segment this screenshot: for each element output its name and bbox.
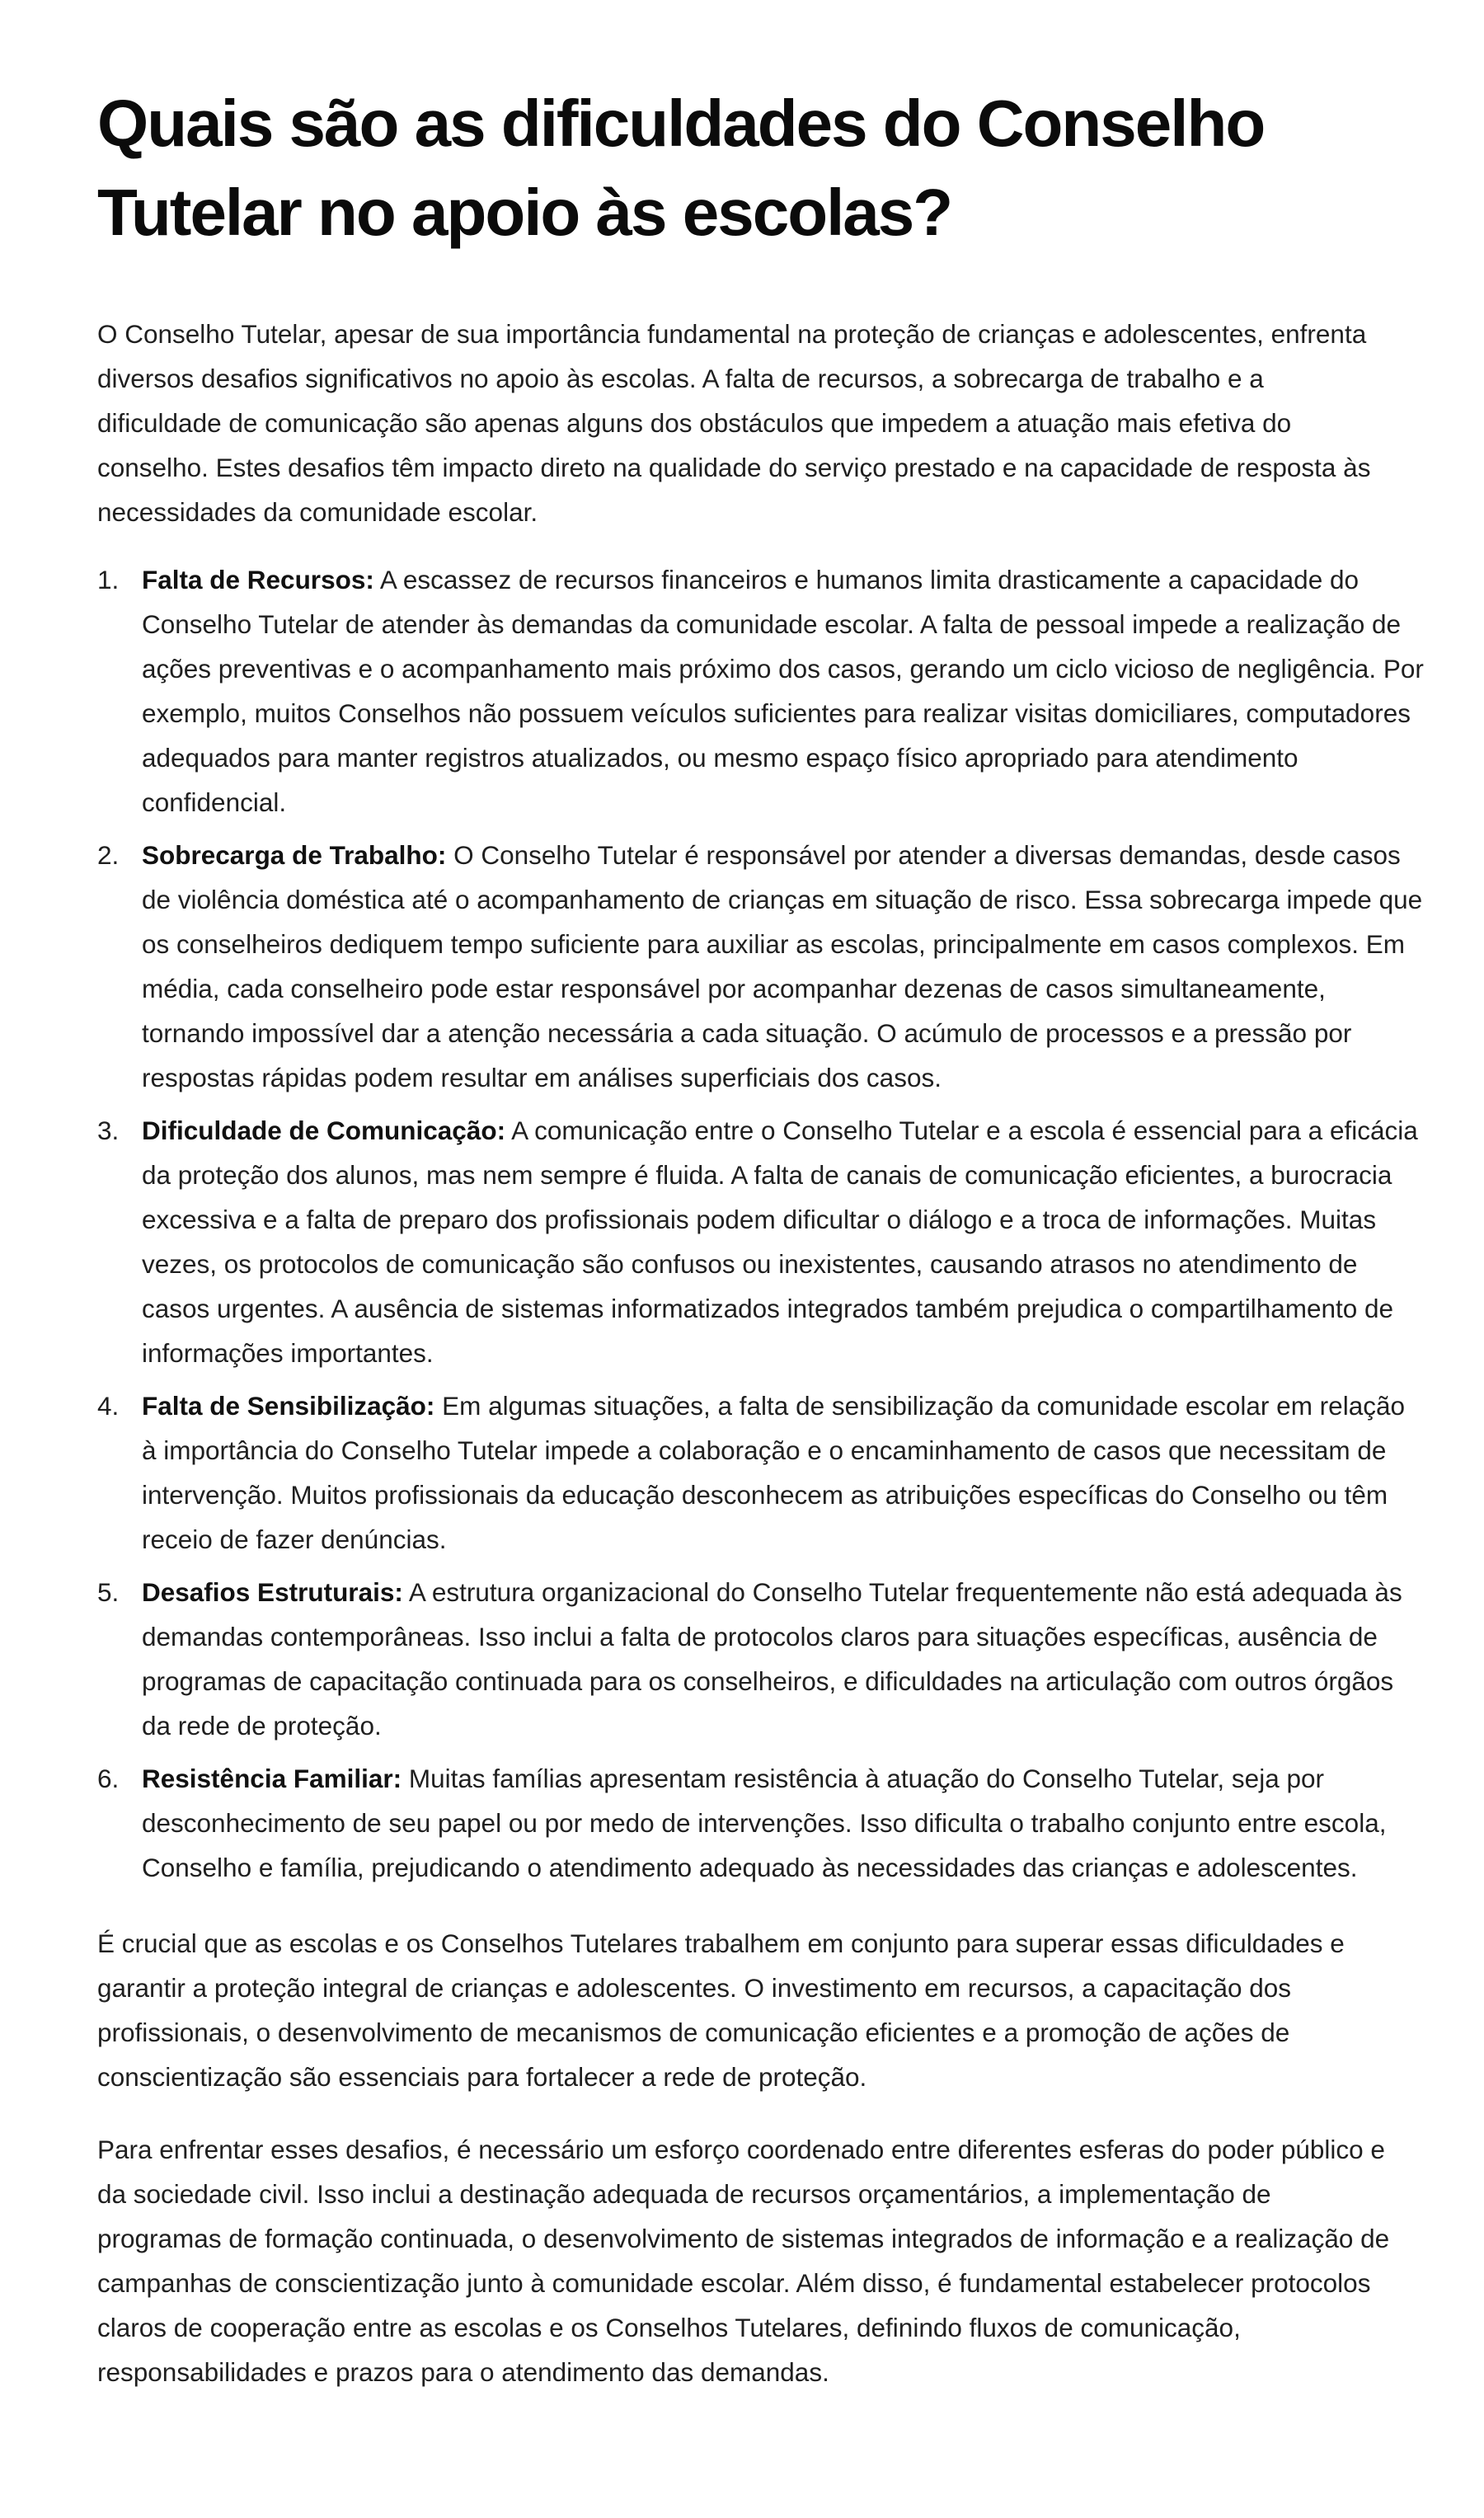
- list-item-text: A escassez de recursos financeiros e humanos limita drasticamente a capacidade do Conselho Tutelar de atender às demandas da comunidade escolar. A falta de pessoal impede a realização de ações preventivas e o acompanhamento mais próximo dos casos, gerando um ciclo vicioso de negligência. Por exemplo, muitos Conselhos não possuem veículos suficientes para realizar visitas domiciliares, computadores adequados para manter registros atualizados, ou mesmo espaço físico apropriado para atendimento confidencial.: [142, 565, 1424, 817]
- list-item-text: A comunicação entre o Conselho Tutelar e a escola é essencial para a eficácia da proteção dos alunos, mas nem sempre é fluida. A falta de canais de comunicação eficientes, a burocracia excessiva e a falta de preparo dos profissionais podem dificultar o diálogo e a troca de informações. Muitas vezes, os protocolos de comunicação são confusos ou inexistentes, causando atrasos no atendimento de casos urgentes. A ausência de sistemas informatizados integrados também prejudica o compartilhamento de informações importantes.: [142, 1116, 1418, 1368]
- page-title: Quais são as dificuldades do Conselho Tutelar no apoio às escolas?: [97, 87, 1265, 249]
- list-item: [97, 833, 1425, 1100]
- list-item-number: 5.: [97, 1577, 120, 1607]
- list-item-label: Desafios Estruturais:: [142, 1577, 403, 1607]
- conclusion-paragraph-1: É crucial que as escolas e os Conselhos Tutelares trabalhem em conjunto para superar essas dificuldades e garantir a proteção integral de crianças e adolescentes. O investimento em recursos, a capacitação dos profissionais, o desenvolvimento de mecanismos de comunicação eficientes e a promoção de ações de conscientização são essenciais para fortalecer a rede de proteção.: [97, 1928, 1345, 2092]
- list-item-label: Falta de Sensibilização:: [142, 1391, 435, 1421]
- list-item-label: Sobrecarga de Trabalho:: [142, 840, 447, 870]
- difficulties-list: [97, 557, 1425, 1890]
- list-item-number: 6.: [97, 1764, 120, 1793]
- list-item: [97, 1570, 1425, 1748]
- list-item-number: 2.: [97, 840, 120, 870]
- list-item-text: O Conselho Tutelar é responsável por atender a diversas demandas, desde casos de violência doméstica até o acompanhamento de crianças em situação de risco. Essa sobrecarga impede que os conselheiros dediquem tempo suficiente para auxiliar as escolas, principalmente em casos complexos. Em média, cada conselheiro pode estar responsável por acompanhar dezenas de casos simultaneamente, tornando impossível dar a atenção necessária a cada situação. O acúmulo de processos e a pressão por respostas rápidas podem resultar em análises superficiais dos casos.: [142, 840, 1423, 1092]
- list-item-label: Falta de Recursos:: [142, 565, 374, 594]
- intro-paragraph: O Conselho Tutelar, apesar de sua importância fundamental na proteção de crianças e adolescentes, enfrenta diversos desafios significativos no apoio às escolas. A falta de recursos, a sobrecarga de trabalho e a dificuldade de comunicação são apenas alguns dos obstáculos que impedem a atuação mais efetiva do conselho. Estes desafios têm impacto direto na qualidade do serviço prestado e na capacidade de resposta às necessidades da comunidade escolar.: [97, 319, 1371, 527]
- list-item-text: Em algumas situações, a falta de sensibilização da comunidade escolar em relação à importância do Conselho Tutelar impede a colaboração e o encaminhamento de casos que necessitam de intervenção. Muitos profissionais da educação desconhecem as atribuições específicas do Conselho ou têm receio de fazer denúncias.: [142, 1391, 1405, 1554]
- list-item: [97, 1383, 1425, 1562]
- list-item-number: 1.: [97, 565, 120, 594]
- list-item-label: Resistência Familiar:: [142, 1764, 402, 1793]
- list-item: [97, 1108, 1425, 1375]
- list-item-label: Dificuldade de Comunicação:: [142, 1116, 506, 1145]
- list-item: [97, 1756, 1425, 1890]
- conclusion-paragraph-2: Para enfrentar esses desafios, é necessário um esforço coordenado entre diferentes esferas do poder público e da sociedade civil. Isso inclui a destinação adequada de recursos orçamentários, a implementação de programas de formação continuada, o desenvolvimento de sistemas integrados de informação e a realização de campanhas de conscientização junto à comunidade escolar. Além disso, é fundamental estabelecer protocolos claros de cooperação entre as escolas e os Conselhos Tutelares, definindo fluxos de comunicação, responsabilidades e prazos para o atendimento das demandas.: [97, 2135, 1390, 2387]
- list-item: [97, 557, 1425, 824]
- list-item-text: A estrutura organizacional do Conselho Tutelar frequentemente não está adequada às demandas contemporâneas. Isso inclui a falta de protocolos claros para situações específicas, ausência de programas de capacitação continuada para os conselheiros, e dificuldades na articulação com outros órgãos da rede de proteção.: [142, 1577, 1402, 1741]
- list-item-number: 4.: [97, 1391, 120, 1421]
- list-item-number: 3.: [97, 1116, 120, 1145]
- list-item-text: Muitas famílias apresentam resistência à atuação do Conselho Tutelar, seja por desconhecimento de seu papel ou por medo de intervenções. Isso dificulta o trabalho conjunto entre escola, Conselho e família, prejudicando o atendimento adequado às necessidades das crianças e adolescentes.: [142, 1764, 1387, 1882]
